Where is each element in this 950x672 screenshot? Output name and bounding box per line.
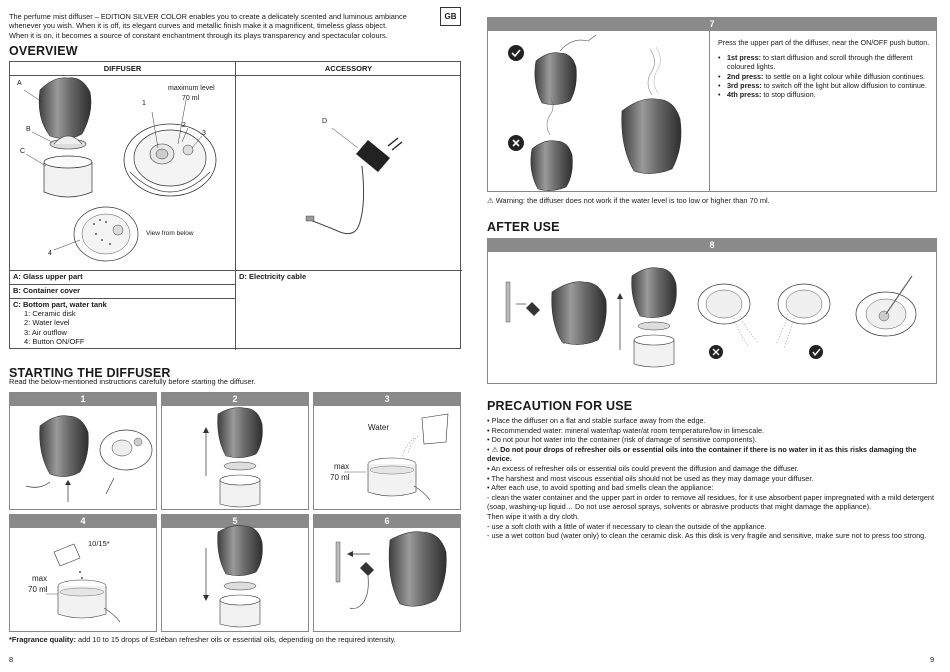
view-below-label: View from below: [146, 230, 194, 237]
step4-max-label: max: [32, 574, 48, 583]
precaution-item: - clean the water container and the upper part in order to remove all residues, for it use absorbent paper impregnated with a mild detergent (soap, washing-up liquid… Do not use aerosol sprays, solvents or abrasive products that might damage the appliance).: [487, 492, 934, 512]
drops-label: 10/15*: [88, 539, 110, 548]
press-key: 4th press:: [727, 90, 762, 100]
row-b-label: B: Container cover: [13, 286, 81, 295]
press-key: 2nd press:: [727, 71, 764, 81]
label-b: B: [26, 126, 31, 133]
warning-7-text: Warning: the diffuser does not work if the water level is too low or higher than 70 ml.: [495, 196, 770, 205]
starting-title: STARTING THE DIFFUSER: [9, 366, 171, 380]
precaution-item: • After each use, to avoid spotting and bad smells clean the appliance:: [487, 483, 714, 493]
right-page: [475, 0, 950, 672]
starting-intro: Read the below-mentioned instructions carefully before starting the diffuser.: [9, 377, 256, 386]
press-key: 3rd press:: [727, 80, 762, 90]
max-level-value: 70 ml: [182, 95, 200, 102]
accessory-header: ACCESSORY: [236, 62, 461, 76]
row-a-label: A: Glass upper part: [13, 272, 83, 281]
step-7-item: [718, 81, 934, 90]
label-c: C: [20, 148, 26, 155]
warning-7: [487, 196, 770, 205]
step-8-box: [487, 238, 937, 384]
row-c-item: 1: Ceramic disk: [24, 309, 76, 319]
check-icon: [809, 345, 823, 359]
row-divider: [10, 284, 235, 285]
step-6-illustration: [314, 528, 462, 633]
number-2: 2: [182, 122, 186, 129]
precaution-title: PRECAUTION FOR USE: [487, 399, 633, 413]
step-4-box: [9, 514, 157, 632]
step-1-number: 1: [10, 393, 156, 406]
row-divider: [10, 298, 235, 299]
step-6-box: [313, 514, 461, 632]
row-c-label: C: Bottom part, water tank: [13, 300, 107, 309]
diffuser-illustration: [10, 62, 462, 270]
fragrance-text: add 10 to 15 drops of Estéban refresher oils or essential oils, depending on the required intensity.: [75, 635, 396, 644]
step-6-number: 6: [314, 515, 460, 528]
step-5-box: [161, 514, 309, 632]
step-4-number: 4: [10, 515, 156, 528]
step-3-box: [313, 392, 461, 510]
press-text: to start diffusion and scroll through the different coloured lights.: [727, 53, 913, 72]
row-a-text: [13, 272, 83, 281]
step-7-item: [718, 90, 934, 99]
overview-table: [9, 61, 461, 349]
press-text: to settle on a light colour while diffusion continues.: [763, 71, 926, 81]
precaution-bold-text: Do not pour drops of refresher oils or essential oils into the container if there is no water in it as this risks damaging the device.: [487, 444, 917, 464]
step-7-instruction: Press the upper part of the diffuser, near the ON/OFF push button.: [718, 38, 930, 47]
step-7-item: [718, 53, 934, 71]
number-3: 3: [202, 130, 206, 137]
overview-title: OVERVIEW: [9, 44, 78, 58]
step-8-number: 8: [488, 239, 936, 252]
label-a: A: [17, 80, 22, 87]
language-badge: GB: [440, 7, 461, 26]
step-7-text: [718, 38, 934, 99]
precaution-item: • Recommended water: mineral water/tap water/at room temperature/low in limescale.: [487, 425, 765, 435]
precaution-item-bold: • ⚠ Do not pour drops of refresher oils or essential oils into the container if there is no water in it as this risks damaging the device.: [487, 444, 917, 464]
step-3-illustration: [314, 406, 462, 511]
number-4: 4: [48, 250, 52, 257]
intro-paragraph-2: When it is on, it becomes a source of constant enchantment through its plays transparency and spectacular colours.: [9, 30, 388, 40]
water-label: Water: [368, 423, 390, 432]
step-3-number: 3: [314, 393, 460, 406]
row-d-label: D: Electricity cable: [239, 272, 307, 281]
row-c-text: [13, 300, 107, 346]
number-1: 1: [142, 100, 146, 107]
step-7-illustration: [488, 31, 709, 191]
fragrance-note: [9, 635, 396, 644]
press-text: to switch off the light but allow diffusion to continue.: [761, 80, 927, 90]
step-2-illustration: [162, 406, 310, 511]
step-8-illustration: [488, 252, 938, 384]
precaution-item: • Do not pour hot water into the container (risk of damage of sensitive components).: [487, 435, 757, 445]
precaution-item: - use a wet cotton bud (water only) to clean the ceramic disk. As this disk is very fragile and sensitive, make sure not to press too strong.: [487, 531, 927, 541]
step-2-number: 2: [162, 393, 308, 406]
fragrance-label: *Fragrance quality:: [9, 635, 76, 644]
press-text: to stop diffusion.: [761, 90, 816, 100]
row-d-text: [239, 272, 306, 281]
step-7-list: [718, 53, 934, 99]
step-1-illustration: [10, 406, 158, 511]
page-number-right: 9: [930, 655, 935, 664]
step3-max-value: 70 ml: [330, 473, 350, 482]
step-2-box: [161, 392, 309, 510]
label-d: D: [322, 118, 328, 125]
precaution-list: [487, 416, 939, 541]
step3-max-label: max: [334, 462, 350, 471]
warning-icon: ⚠: [487, 196, 494, 205]
row-divider: [10, 270, 462, 271]
precaution-item: • An excess of refresher oils or essential oils could prevent the diffusion and damage the diffuser.: [487, 463, 799, 473]
precaution-item: - use a soft cloth with a little of water if necessary to clean the outside of the appliance.: [487, 521, 767, 531]
step-1-box: [9, 392, 157, 510]
step-7-box: [487, 17, 937, 192]
after-use-title: AFTER USE: [487, 220, 560, 234]
intro-text: [9, 12, 437, 40]
diffuser-header: DIFFUSER: [10, 62, 235, 76]
row-c-item: 4: Button ON/OFF: [24, 336, 85, 346]
row-c-items: [13, 309, 107, 346]
row-c-item: 2: Water level: [24, 318, 70, 328]
max-level-label: maximum level: [168, 85, 215, 92]
step-5-number: 5: [162, 515, 308, 528]
page-number-left: 8: [9, 655, 14, 664]
check-icon: [508, 45, 524, 61]
row-c-item: 3: Air outflow: [24, 327, 67, 337]
intro-paragraph-1: The perfume mist diffuser – EDITION SILVER COLOR enables you to create a delicately scented and luminous ambiance whenever you wish. When it is off, its elegant curves and metallic finish make it a magnificent, timeless glass object.: [9, 12, 407, 31]
step-5-illustration: [162, 528, 310, 633]
precaution-item: • Place the diffuser on a flat and stable surface away from the edge.: [487, 416, 706, 425]
warning-icon: ⚠: [491, 444, 499, 454]
press-key: 1st press:: [727, 53, 761, 63]
step-7-item: [718, 72, 934, 81]
precaution-item: Then wipe it with a dry cloth.: [487, 511, 580, 521]
step4-max-value: 70 ml: [28, 585, 48, 594]
precaution-item: • The harshest and most viscous essential oils should not be used as they may damage your diffuser.: [487, 473, 814, 483]
step-7-number: 7: [488, 18, 936, 31]
row-b-text: [13, 286, 80, 295]
step-7-divider: [709, 31, 710, 192]
